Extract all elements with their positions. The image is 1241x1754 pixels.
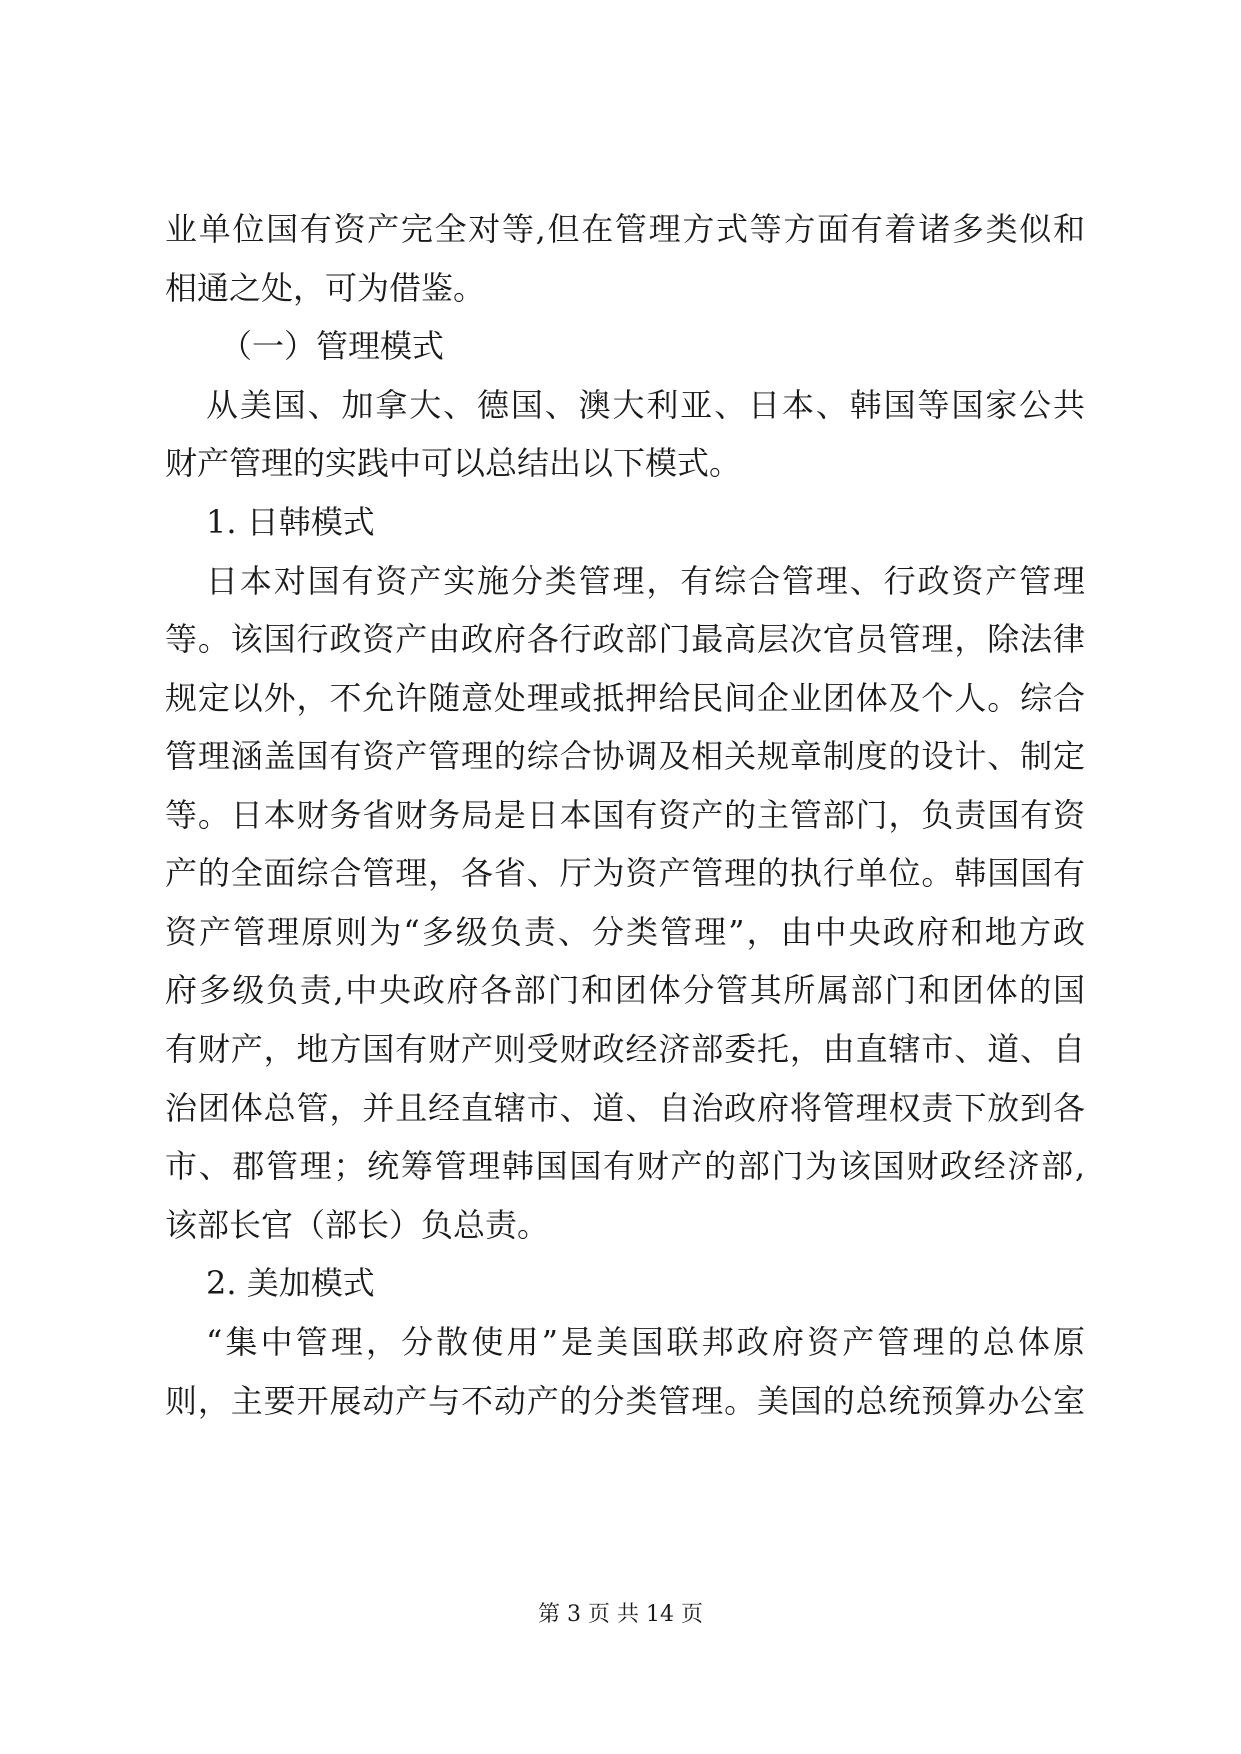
paragraph-line: 财产管理的实践中可以总结出以下模式。	[165, 444, 742, 482]
paragraph-line: 相通之处，可为借鉴。	[165, 269, 486, 307]
paragraph-line: 日本对国有资产实施分类管理，有综合管理、行政资产管理	[206, 562, 1085, 600]
paragraph-line: 府多级负责,中央政府各部门和团体分管其所属部门和团体的国	[165, 971, 1085, 1009]
paragraph-line: 该部长官（部长）负总责。	[165, 1206, 550, 1244]
paragraph-line: 产的全面综合管理，各省、厅为资产管理的执行单位。韩国国有	[165, 854, 1085, 892]
paragraph-line: 市、郡管理；统筹管理韩国国有财产的部门为该国财政经济部,	[165, 1147, 1085, 1185]
paragraph-line: 等。日本财务省财务局是日本国有资产的主管部门，负责国有资	[165, 796, 1085, 834]
paragraph-line: 治团体总管，并且经直辖市、道、自治政府将管理权责下放到各	[165, 1089, 1085, 1127]
section-heading: （一）管理模式	[220, 327, 445, 365]
paragraph-line: 有财产，地方国有财产则受财政经济部委托，由直辖市、道、自	[165, 1030, 1085, 1068]
paragraph-line: 业单位国有资产完全对等,但在管理方式等方面有着诸多类似和	[165, 210, 1085, 248]
paragraph-line: 从美国、加拿大、德国、澳大利亚、日本、韩国等国家公共	[206, 386, 1085, 424]
paragraph-line: 资产管理原则为“多级负责、分类管理”，由中央政府和地方政	[165, 913, 1085, 951]
subsection-heading: 2. 美加模式	[206, 1264, 375, 1302]
paragraph-line: 则，主要开展动产与不动产的分类管理。美国的总统预算办公室	[165, 1382, 1085, 1420]
subsection-heading: 1. 日韩模式	[206, 503, 375, 541]
paragraph-line: 等。该国行政资产由政府各行政部门最高层次官员管理，除法律	[165, 620, 1085, 658]
page-number-footer: 第 3 页 共 14 页	[538, 1602, 703, 1627]
paragraph-line: 规定以外，不允许随意处理或抵押给民间企业团体及个人。综合	[165, 679, 1085, 717]
paragraph-line: “集中管理，分散使用”是美国联邦政府资产管理的总体原	[206, 1323, 1085, 1361]
paragraph-line: 管理涵盖国有资产管理的综合协调及相关规章制度的设计、制定	[165, 737, 1085, 775]
